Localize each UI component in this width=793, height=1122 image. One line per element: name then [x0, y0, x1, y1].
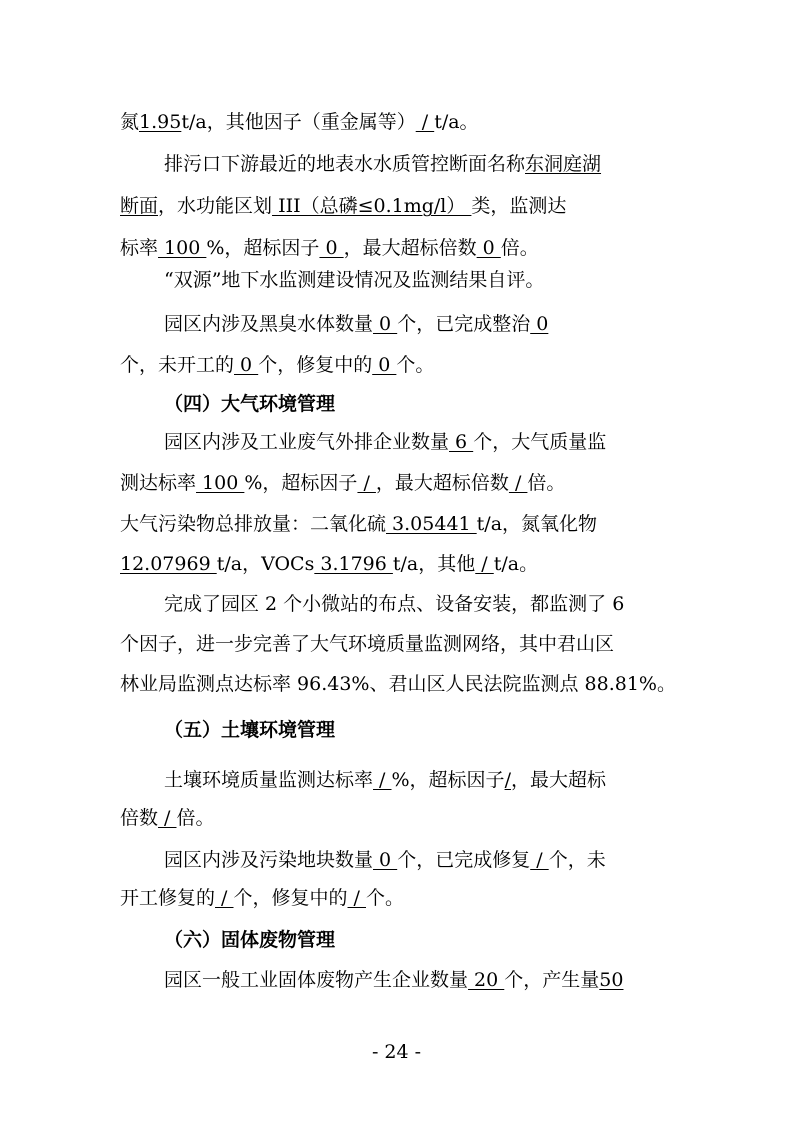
- filled-value: 0: [373, 313, 398, 335]
- text-segment: t/a。: [434, 111, 479, 133]
- text-segment: 类，监测达: [471, 195, 567, 217]
- text-line-19: [164, 848, 684, 872]
- text-segment: t/a，VOCs: [216, 553, 315, 575]
- text-segment: 个因子，进一步完善了大气环境质量监测网络，其中君山区: [120, 633, 615, 655]
- filled-value: 0: [372, 354, 397, 376]
- filled-value: 100: [196, 472, 245, 494]
- text-segment: 大气污染物总排放量：二氧化硫: [120, 513, 387, 535]
- text-segment: 林业局监测点达标率 96.43%、君山区人民法院监测点 88.81%。: [120, 673, 676, 695]
- text-segment: 园区内涉及污染地块数量: [164, 849, 374, 871]
- text-segment: 个，已完成修复: [397, 849, 531, 871]
- filled-value: /: [357, 472, 376, 494]
- text-line-17: [164, 768, 684, 792]
- text-segment: 倍。: [500, 237, 539, 259]
- text-segment: 园区内涉及工业废气外排企业数量: [164, 431, 450, 453]
- text-segment: ，最大超标倍数: [343, 237, 477, 259]
- filled-value: 100: [158, 237, 207, 259]
- filled-value: 3.05441: [386, 513, 477, 535]
- page-number: - 24 -: [371, 1041, 422, 1063]
- filled-value: /: [373, 769, 392, 791]
- text-line-11: [120, 512, 680, 536]
- filled-value: /: [475, 553, 494, 575]
- text-segment: %，超标因子: [391, 769, 505, 791]
- text-segment: ，最大超标倍数: [375, 472, 509, 494]
- text-line-12: [120, 552, 680, 576]
- text-segment: 开工修复的: [120, 887, 216, 909]
- text-line-20: [120, 886, 680, 910]
- text-line-6: [164, 312, 684, 336]
- filled-value: /: [415, 111, 435, 133]
- text-segment: 个，修复中的: [233, 887, 348, 909]
- text-line-18: [120, 806, 680, 830]
- text-line-10: [120, 471, 680, 495]
- filled-value: /: [158, 807, 177, 829]
- text-segment: 排污口下游最近的地表水水质管控断面名称: [164, 153, 526, 175]
- filled-value: 东洞庭湖: [525, 153, 602, 175]
- text-line-4: [120, 236, 680, 260]
- text-segment: 倍数: [120, 807, 159, 829]
- filled-value: 0: [319, 237, 344, 259]
- filled-value: 0: [476, 237, 501, 259]
- text-segment: 个，未: [548, 849, 606, 871]
- text-segment: ，水功能区划: [158, 195, 273, 217]
- filled-value: III（总磷≤0.1mg/l）: [272, 195, 472, 217]
- filled-value: /: [215, 887, 234, 909]
- text-line-1: [120, 110, 680, 134]
- text-segment: %，超标因子: [206, 237, 320, 259]
- text-segment: 个，未开工的: [120, 354, 235, 376]
- section-heading-5: [164, 718, 724, 742]
- text-segment: t/a，氮氧化物: [476, 513, 598, 535]
- filled-value: 断面: [120, 195, 159, 217]
- text-segment: t/a，其他: [392, 553, 476, 575]
- filled-value: /: [347, 887, 366, 909]
- filled-value: 12.07969: [120, 553, 217, 575]
- text-line-2: [164, 152, 684, 176]
- filled-value: /: [504, 769, 511, 791]
- filled-value: /: [530, 849, 549, 871]
- filled-value: 1.95: [139, 111, 182, 133]
- text-segment: 个，修复中的: [258, 354, 373, 376]
- text-segment: 个，已完成整治: [397, 313, 531, 335]
- text-segment: 倍。: [527, 472, 566, 494]
- text-segment: 氮: [120, 111, 140, 133]
- text-segment: 测达标率: [120, 472, 197, 494]
- filled-value: 0: [373, 849, 398, 871]
- text-segment: 土壤环境质量监测达标率: [164, 769, 374, 791]
- filled-value: 0: [530, 313, 549, 335]
- text-segment: t/a，其他因子（重金属等）: [181, 111, 416, 133]
- text-segment: 个，产生量: [504, 969, 600, 991]
- text-segment: 个。: [366, 887, 405, 909]
- filled-value: 20: [468, 969, 505, 991]
- text-segment: 完成了园区 2 个小微站的布点、设备安装，都监测了 6: [164, 593, 625, 615]
- text-segment: 个。: [396, 354, 435, 376]
- text-segment: （六）固体废物管理: [164, 929, 336, 951]
- filled-value: 50: [599, 969, 624, 991]
- section-heading-6: [164, 928, 724, 952]
- text-line-13: [164, 592, 684, 616]
- filled-value: 6: [449, 431, 474, 453]
- text-line-7: [120, 353, 680, 377]
- filled-value: 0: [234, 354, 259, 376]
- text-segment: t/a。: [493, 553, 539, 575]
- text-line-22: [164, 968, 684, 992]
- text-line-3: [120, 194, 680, 218]
- text-segment: ，最大超标: [510, 769, 606, 791]
- text-segment: 园区一般工业固体废物产生企业数量: [164, 969, 469, 991]
- text-segment: （四）大气环境管理: [164, 393, 336, 415]
- text-segment: 标率: [120, 237, 159, 259]
- text-line-15: [120, 672, 680, 696]
- text-segment: 倍。: [176, 807, 215, 829]
- text-line-5: [164, 268, 684, 292]
- section-heading-4: [164, 392, 724, 416]
- text-line-14: [120, 632, 680, 656]
- text-line-9: [164, 430, 684, 454]
- text-segment: 园区内涉及黑臭水体数量: [164, 313, 374, 335]
- text-segment: %，超标因子: [244, 472, 358, 494]
- text-segment: 个，大气质量监: [473, 431, 607, 453]
- text-segment: （五）土壤环境管理: [164, 719, 336, 741]
- text-segment: “双源”地下水监测建设情况及监测结果自评。: [164, 269, 545, 291]
- filled-value: 3.1796: [314, 553, 393, 575]
- filled-value: /: [508, 472, 528, 494]
